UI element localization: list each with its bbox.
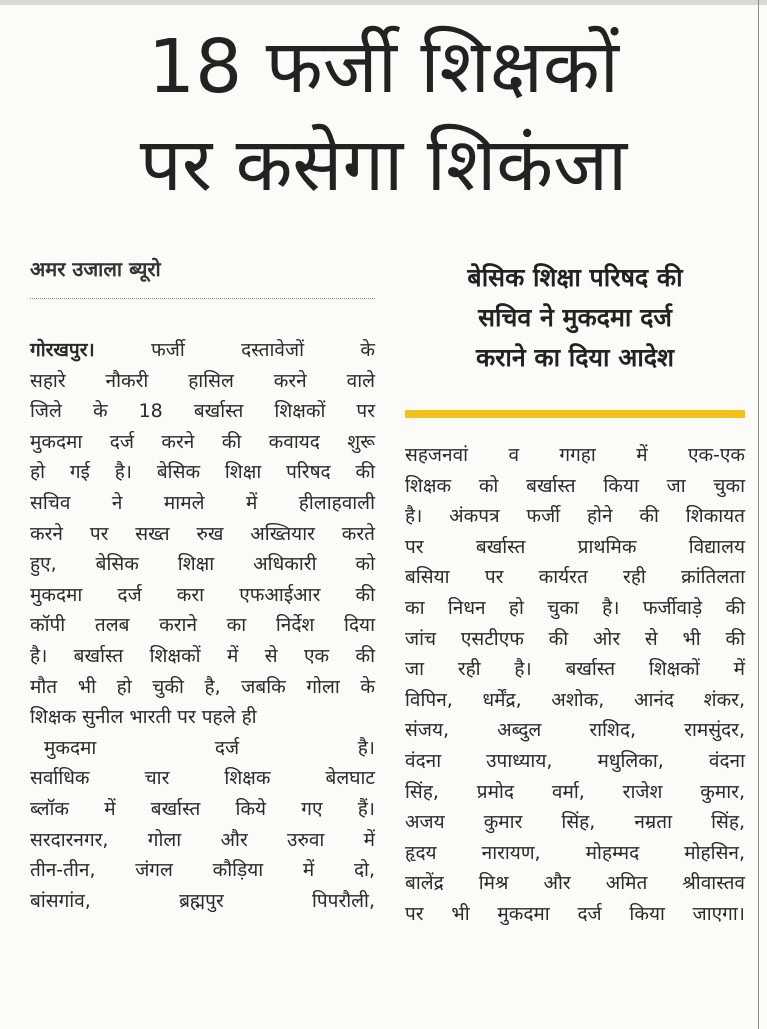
dateline: गोरखपुर। [30,339,95,361]
article-line: शिक्षक सुनील भारती पर पहले ही [30,706,257,729]
top-rule [0,0,767,5]
article-line: बांसगांव, ब्रह्मपुर पिपरौली, [30,889,375,912]
subheadline [405,258,745,378]
article-line: अजय कुमार सिंह, नम्रता सिंह, [405,811,745,834]
article-line: है। अंकपत्र फर्जी होने की शिकायत [405,505,745,528]
article-line: ब्लॉक में बर्खास्त किये गए हैं। [30,797,375,820]
article-line: वंदना उपाध्याय, मधुलिका, वंदना [405,749,745,772]
accent-bar [405,410,745,418]
subheadline-line: कराने का दिया आदेश [475,343,675,372]
article-line: है। बर्खास्त शिक्षकों में से एक की [30,644,375,667]
article-line: हुए, बेसिक शिक्षा अधिकारी को [30,553,375,576]
article-line: का निधन हो चुका है। फर्जीवाड़े की [405,596,745,619]
article-line: हो गई है। बेसिक शिक्षा परिषद की [30,461,375,484]
article-line: पर भी मुकदमा दर्ज किया जाएगा। [405,902,745,925]
subheadline-line: सचिव ने मुकदमा दर्ज [478,303,672,332]
article-line: संजय, अब्दुल राशिद, रामसुंदर, [405,719,745,742]
article-line: जिले के 18 बर्खास्त शिक्षकों पर [30,400,375,423]
article-line: मुकदमा दर्ज है। [44,736,375,759]
article-line: सरदारनगर, गोला और उरुवा में [30,828,375,851]
article-line: बसिया पर कार्यरत रही क्रांतिलता [405,566,745,589]
article-line: सहारे नौकरी हासिल करने वाले [30,369,375,392]
article-line: कॉपी तलब कराने का निर्देश दिया [30,614,375,637]
article-column-right [405,440,745,930]
article-line: पर बर्खास्त प्राथमिक विद्यालय [405,535,745,558]
byline-divider [30,298,375,299]
article-line: विपिन, धर्मेंद्र, अशोक, आनंद शंकर, [405,688,745,711]
article-line: सहजनवां व गगहा में एक-एक [405,444,745,466]
article-line: मुकदमा दर्ज करने की कवायद शुरू [30,430,375,453]
article-column-left [30,335,375,916]
headline-line-1: 18 फर्जी शिक्षकों [148,24,619,110]
article-line: हृदय नारायण, मोहम्मद मोहसिन, [405,841,745,864]
article-text: फर्जी दस्तावेजों के [151,339,375,361]
article-line: जांच एसटीएफ की ओर से भी की [405,627,745,650]
byline: अमर उजाला ब्यूरो [30,257,161,281]
article-line: बालेंद्र मिश्र और अमित श्रीवास्तव [405,872,745,895]
article-line: शिक्षक को बर्खास्त किया जा चुका [405,474,745,497]
article-line: सचिव ने मामले में हीलाहवाली [30,491,375,514]
article-line: जा रही है। बर्खास्त शिक्षकों में [405,658,745,681]
article-line: करने पर सख्त रुख अख्तियार करते [30,522,375,545]
article-line: सिंह, प्रमोद वर्मा, राजेश कुमार, [405,780,745,803]
article-line: मौत भी हो चुकी है, जबकि गोला के [30,675,375,698]
article-line: मुकदमा दर्ज करा एफआईआर की [30,583,375,606]
headline-line-2: पर कसेगा शिकंजा [139,122,628,208]
headline [0,18,767,214]
article-line: सर्वाधिक चार शिक्षक बेलघाट [30,767,375,790]
subheadline-line: बेसिक शिक्षा परिषद की [467,263,683,292]
article-line: तीन-तीन, जंगल कौड़िया में दो, [30,859,375,882]
article-line [30,335,375,366]
